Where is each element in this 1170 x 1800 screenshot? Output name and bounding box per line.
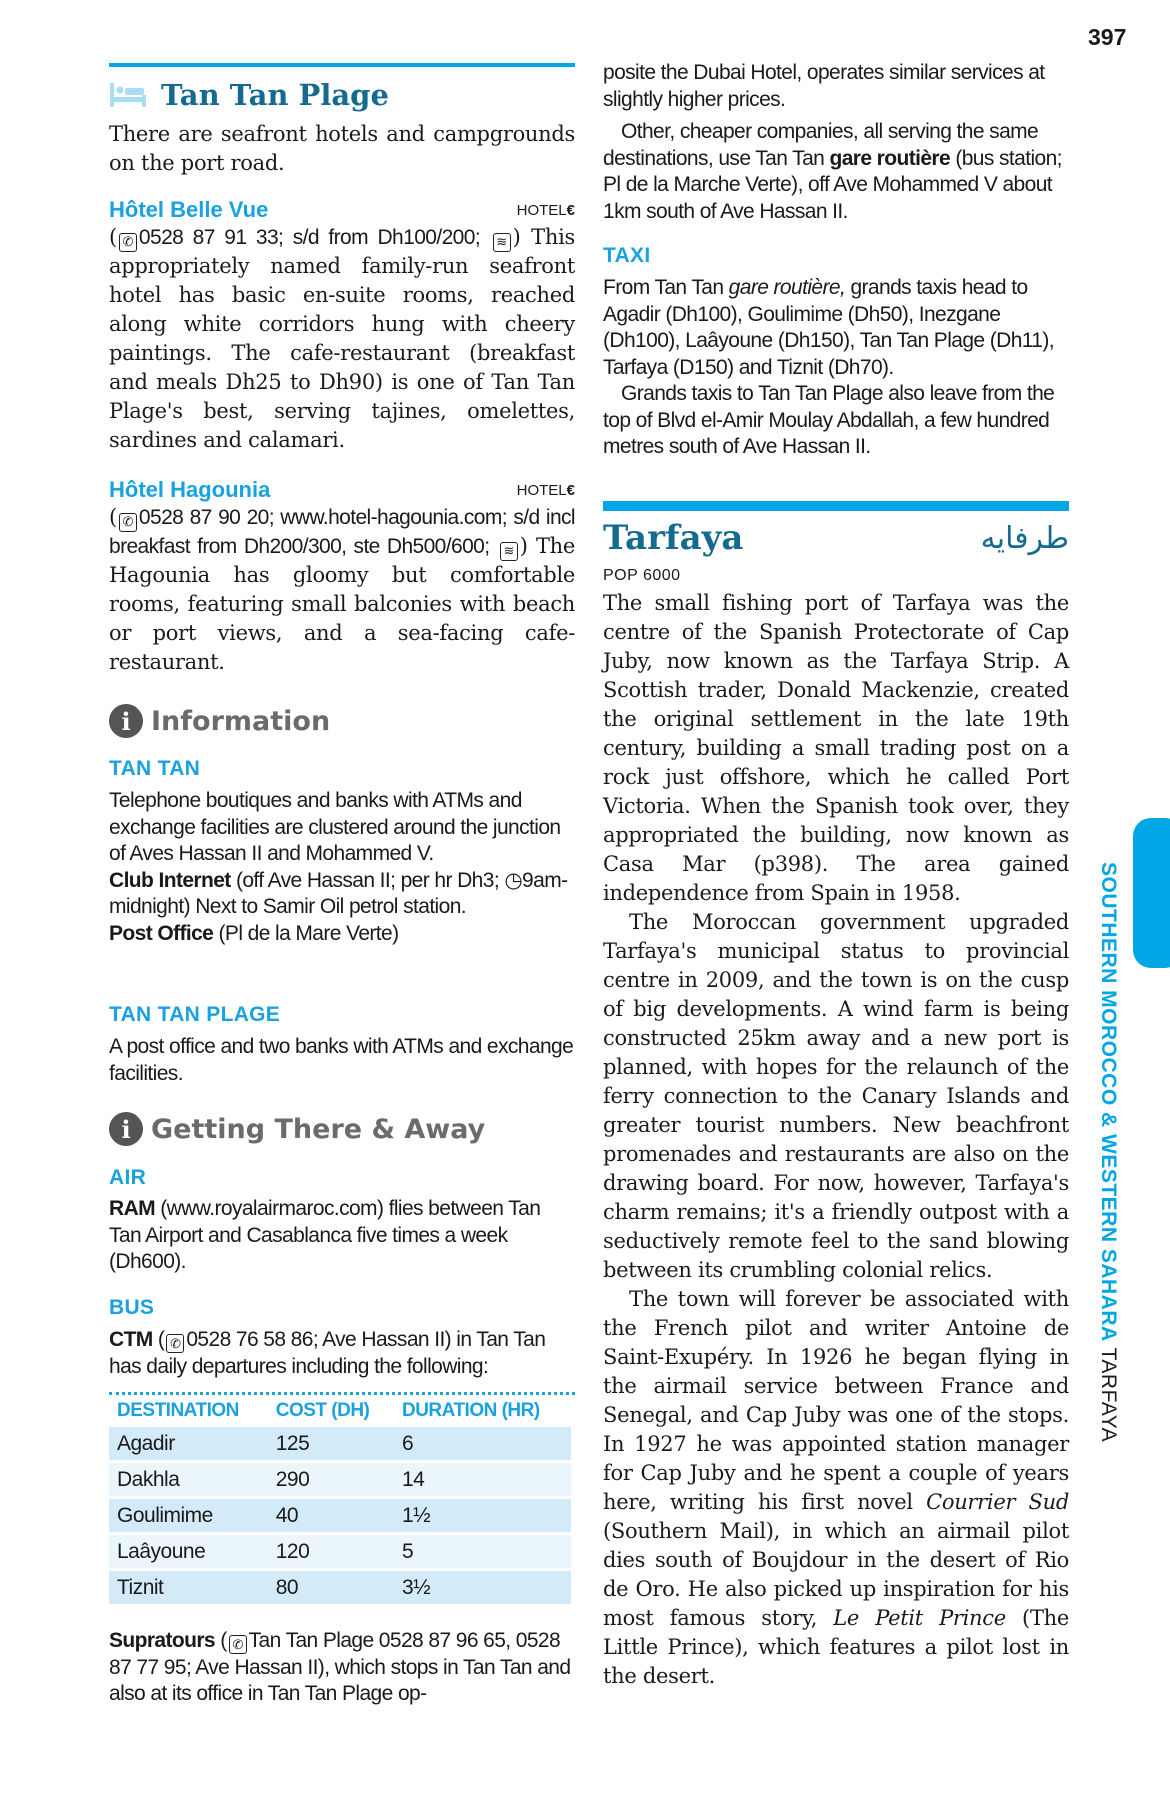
- town-arabic-name: طرفايه: [980, 520, 1069, 556]
- column-header: COST (DH): [275, 1400, 370, 1421]
- clock-icon: ◷: [504, 868, 523, 892]
- page-number: 397: [1088, 24, 1127, 50]
- phone-icon: ✆: [229, 1635, 247, 1654]
- table-cell: Tiznit: [109, 1571, 268, 1604]
- table-cell: 3½: [394, 1571, 571, 1604]
- table-row: [109, 1535, 571, 1568]
- subheading-tan-tan: TAN TAN: [109, 757, 201, 780]
- population: POP 6000: [603, 567, 681, 584]
- table-cell: 80: [268, 1571, 394, 1604]
- table-cell: Dakhla: [109, 1463, 268, 1496]
- wifi-icon: ≋: [500, 542, 518, 561]
- table-cell: Goulimime: [109, 1499, 268, 1532]
- table-cell: 14: [394, 1463, 571, 1496]
- phone-icon: ✆: [119, 233, 137, 252]
- listing-hotel-hagounia: [109, 477, 575, 677]
- listing-type: HOTEL€: [516, 482, 575, 499]
- subheading-tan-tan-plage: TAN TAN PLAGE: [109, 1003, 281, 1026]
- table-cell: 120: [268, 1535, 394, 1568]
- bus-text-continued: posite the Dubai Hotel, operates similar services at slightly higher prices.: [603, 61, 1045, 111]
- taxi-text: From Tan Tan gare routière, grands taxis head to Agadir (Dh100), Goulimime (Dh50), Inezgane (Dh100), Laâyoune (Dh150), Tan Tan Plage (Dh11), Tarfaya (D150) and Tiznit (Dh70). Grands taxis to Tan Tan Plage also leave from the top of Blvd el-Amir Moulay Abdallah, a few hundred metres south of Ave Hassan II.: [603, 276, 1055, 458]
- table-cell: Agadir: [109, 1427, 268, 1460]
- table-row: [109, 1427, 571, 1460]
- club-internet-entry: Club Internet (off Ave Hassan II; per hr Dh3; ◷9am-midnight) Next to Samir Oil petrol station.: [109, 868, 568, 918]
- side-tab-marker: [1133, 818, 1170, 968]
- table-cell: 40: [268, 1499, 394, 1532]
- information-heading: i Information: [109, 704, 575, 738]
- wifi-icon: ≋: [493, 233, 511, 252]
- getting-there-heading: i Getting There & Away: [109, 1112, 575, 1146]
- subheading-taxi: TAXI: [603, 244, 651, 267]
- section-title: TARFAYA: [1097, 1347, 1120, 1443]
- other-companies: Other, cheaper companies, all serving the same destinations, use Tan Tan gare routière (bus station; Pl de la Marche Verte), off Ave Mohammed V about 1km south of Ave Hassan II.: [603, 120, 1062, 223]
- column-header: DURATION (HR): [401, 1400, 540, 1421]
- running-header: [1096, 862, 1120, 1442]
- subheading-air: AIR: [109, 1166, 147, 1189]
- info-tan-tan: Telephone boutiques and banks with ATMs and exchange facilities are clustered around the junction of Aves Hassan II and Mohammed V. Club Internet (off Ave Hassan II; per hr Dh3; ◷9am-midnight) Next to Samir Oil petrol station. Post Office (Pl de la Mare Verte): [109, 788, 575, 947]
- table-cell: Laâyoune: [109, 1535, 268, 1568]
- table-cell: 290: [268, 1463, 394, 1496]
- bus-text: CTM ( ✆ 0528 76 58 86; Ave Hassan II) in Tan Tan has daily departures including the following:: [109, 1328, 546, 1378]
- chapter-title: SOUTHERN MOROCCO & WESTERN SAHARA: [1097, 862, 1120, 1342]
- town-heading: [603, 518, 1069, 558]
- info-icon: i: [109, 1112, 143, 1146]
- listing-name[interactable]: Hôtel Hagounia: [109, 477, 271, 502]
- phone-icon: ✆: [166, 1334, 184, 1353]
- table-cell: 125: [268, 1427, 394, 1460]
- table-cell: 1½: [394, 1499, 571, 1532]
- listing-hotel-belle-vue: [109, 197, 575, 455]
- post-office-entry: Post Office (Pl de la Mare Verte): [109, 921, 399, 945]
- info-tan-tan-plage: A post office and two banks with ATMs and exchange facilities.: [109, 1035, 574, 1085]
- section-title: Tan Tan Plage: [161, 78, 389, 112]
- table-row: [109, 1571, 571, 1604]
- bus-table: [109, 1392, 575, 1607]
- section-rule: [109, 63, 575, 67]
- table-cell: 6: [394, 1427, 571, 1460]
- listing-name[interactable]: Hôtel Belle Vue: [109, 197, 269, 222]
- supratours-text: Supratours ( ✆ Tan Tan Plage 0528 87 96 65, 0528 87 77 95; Ave Hassan II), which stops in Tan Tan and also at its office in Tan Tan Plage op-: [109, 1629, 571, 1705]
- town-title: Tarfaya: [603, 518, 744, 558]
- listing-type: HOTEL€: [516, 202, 575, 219]
- tarfaya-text: The small fishing port of Tarfaya was the centre of the Spanish Protectorate of Cap Juby, now known as the Tarfaya Strip. A Scottish trader, Donald Mackenzie, created the original settlement in the late 19th century, building a small trading post on a rock just offshore, which he called Port Victoria. When the Spanish took over, they appropriated the building, now known as Casa Mar (p398). The area gained independence from Spain in 1958. The Moroccan government upgraded Tarfaya's municipal status to provincial centre in 2009, and the town is on the cusp of big developments. A wind farm is being constructed 25km away and a new port is planned, with hopes for the relaunch of the ferry connection to the Canary Islands and greater tourist numbers. New beachfront promenades and restaurants are also on the drawing board. For now, however, Tarfaya's charm remains; it's a friendly outpost with a seductively remote feel to the sand blowing between its crumbling colonial relics. The town will forever be associated with the French pilot and writer Antoine de Saint-Exupéry. In 1926 he began flying in the airmail service between France and Senegal, and Cap Juby was one of the stops. In 1927 he was appointed station manager for Cap Juby and he spent a couple of years here, writing his first novel Courrier Sud (Southern Mail), in which an airmail pilot dies south of Boujdour in the desert of Rio de Oro. He also picked up inspiration for his most famous story, Le Petit Prince (The Little Prince), which features a pilot lost in the desert.: [603, 591, 1069, 1688]
- phone-icon: ✆: [119, 513, 137, 532]
- table-row: [109, 1499, 571, 1532]
- info-icon: i: [109, 704, 143, 738]
- table-cell: 5: [394, 1535, 571, 1568]
- air-text: RAM (www.royalairmaroc.com) flies between Tan Tan Airport and Casablanca five times a week (Dh600).: [109, 1197, 541, 1273]
- listing-text: ( ✆ 0528 87 91 33; s/d from Dh100/200; ≋ ) This appropriately named family-run seafront hotel has basic en-suite rooms, reached along white corridors hung with cheery paintings. The cafe-restaurant (breakfast and meals Dh25 to Dh90) is one of Tan Tan Plage's best, serving tajines, omelettes, sardines and calamari.: [109, 225, 575, 452]
- section-rule: [603, 501, 1069, 511]
- sleeping-heading: [109, 78, 575, 112]
- column-header: DESTINATION: [117, 1400, 239, 1421]
- bed-icon: [109, 81, 147, 109]
- subheading-bus: BUS: [109, 1296, 155, 1319]
- listing-text: ( ✆ 0528 87 90 20; www.hotel-hagounia.com; s/d incl breakfast from Dh200/300, ste Dh500/600; ≋ ) The Hagounia has gloomy but comfortable rooms, featuring small balconies with beach or port views, and a sea-facing cafe-restaurant.: [109, 505, 575, 674]
- table-row: [109, 1463, 571, 1496]
- sleeping-intro: There are seafront hotels and campgrounds on the port road.: [109, 122, 575, 175]
